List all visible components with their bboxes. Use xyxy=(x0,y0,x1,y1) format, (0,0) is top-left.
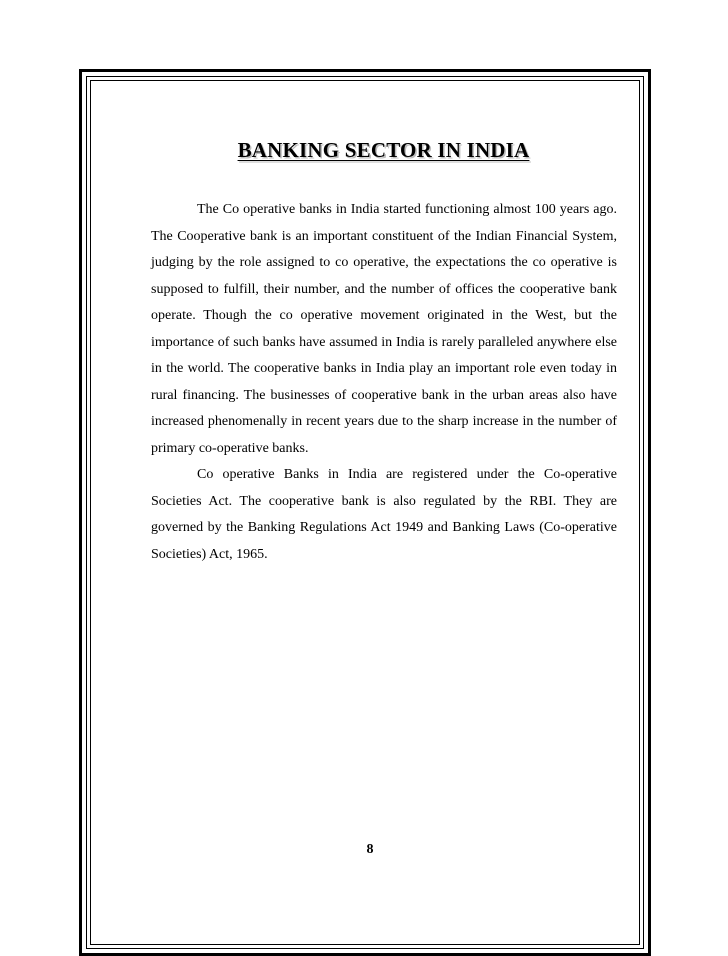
page-title: BANKING SECTOR IN INDIA xyxy=(237,138,530,162)
paragraph-cooperative-banks-regulation: Co operative Banks in India are registered under the Co-operative Societies Act. The cooperative bank is also regulated by the RBI. They are governed by the Banking Regulations Act 1949 and Banking Laws (Co-operative Societies) Act, 1965. xyxy=(151,467,617,562)
page-number: 8 xyxy=(366,842,374,857)
paragraph-cooperative-banks-history: The Co operative banks in India started functioning almost 100 years ago. The Cooperative bank is an important constituent of the Indian Financial System, judging by the role assigned to co operative, the expectations the co operative is supposed to fulfill, their number, and the number of offices the cooperative bank operate. Though the co operative movement originated in the West, but the importance of such banks have assumed in India is rarely paralleled anywhere else in the world. The cooperative banks in India play an important role even today in rural financing. The businesses of cooperative bank in the urban areas also have increased phenomenally in recent years due to the sharp increase in the number of primary co-operative banks. xyxy=(151,202,617,456)
